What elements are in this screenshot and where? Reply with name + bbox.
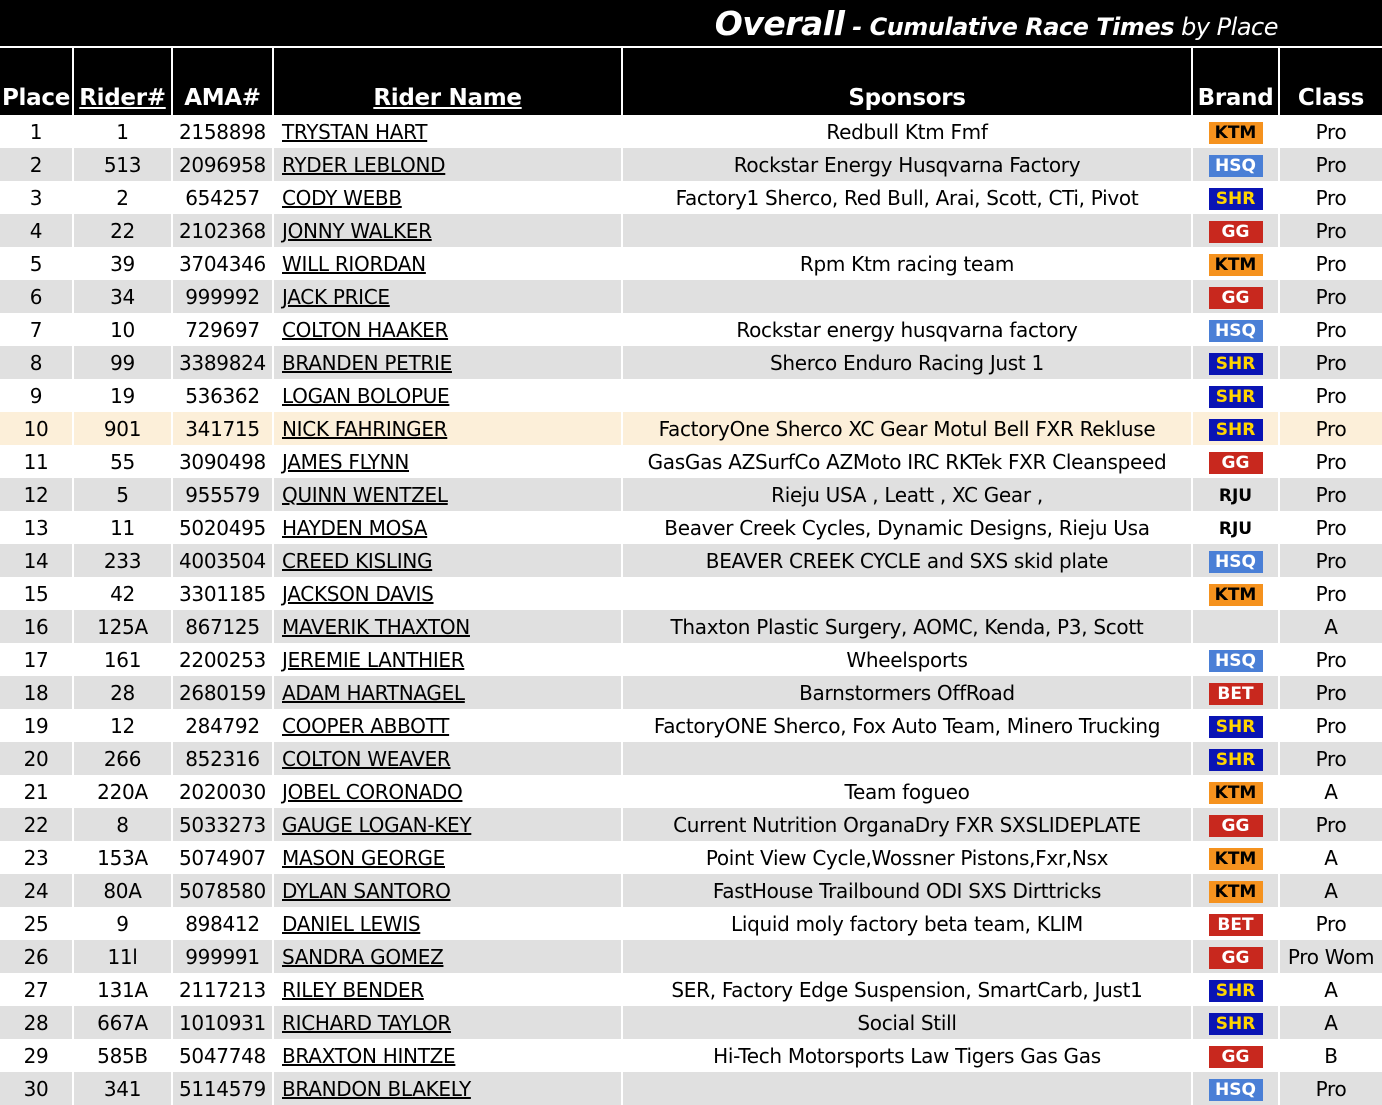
table-row: [0, 544, 1382, 577]
place-cell: 28: [0, 1006, 74, 1039]
rider-name-link[interactable]: JEREMIE LANTHIER: [274, 643, 623, 676]
sponsors-cell: FastHouse Trailbound ODI SXS Dirttricks: [623, 874, 1193, 907]
rider-number-cell: 220A: [74, 775, 173, 808]
table-body: [0, 115, 1382, 1105]
brand-cell: [1193, 346, 1280, 379]
place-cell: 12: [0, 478, 74, 511]
table-row: [0, 709, 1382, 742]
brand-cell: [1193, 478, 1280, 511]
brand-cell: [1193, 610, 1280, 643]
brand-badge: BET: [1209, 914, 1263, 936]
sponsors-cell: GasGas AZSurfCo AZMoto IRC RKTek FXR Cleanspeed: [623, 445, 1193, 478]
ama-number-cell: 3389824: [173, 346, 274, 379]
brand-cell: [1193, 148, 1280, 181]
brand-cell: [1193, 1006, 1280, 1039]
rider-name-link[interactable]: SANDRA GOMEZ: [274, 940, 623, 973]
rider-name-link[interactable]: JONNY WALKER: [274, 214, 623, 247]
brand-badge: BET: [1209, 683, 1263, 705]
class-cell: Pro: [1280, 280, 1382, 313]
class-cell: Pro: [1280, 412, 1382, 445]
rider-number-cell: 341: [74, 1072, 173, 1105]
brand-badge: RJU: [1218, 518, 1253, 539]
class-cell: B: [1280, 1039, 1382, 1072]
place-cell: 27: [0, 973, 74, 1006]
brand-cell: [1193, 808, 1280, 841]
rider-number-cell: 9: [74, 907, 173, 940]
class-cell: Pro: [1280, 379, 1382, 412]
brand-cell: [1193, 544, 1280, 577]
place-cell: 19: [0, 709, 74, 742]
rider-number-cell: 10: [74, 313, 173, 346]
table-header-row: [0, 48, 1382, 115]
sponsors-cell: Barnstormers OffRoad: [623, 676, 1193, 709]
rider-number-cell: 233: [74, 544, 173, 577]
class-cell: Pro: [1280, 709, 1382, 742]
brand-cell: [1193, 577, 1280, 610]
rider-number-cell: 131A: [74, 973, 173, 1006]
sponsors-cell: BEAVER CREEK CYCLE and SXS skid plate: [623, 544, 1193, 577]
rider-name-link[interactable]: JACKSON DAVIS: [274, 577, 623, 610]
class-cell: Pro: [1280, 445, 1382, 478]
table-row: [0, 214, 1382, 247]
sponsors-cell: Liquid moly factory beta team, KLIM: [623, 907, 1193, 940]
rider-number-cell: 153A: [74, 841, 173, 874]
rider-number-cell: 5: [74, 478, 173, 511]
class-cell: A: [1280, 973, 1382, 1006]
sponsors-cell: Hi-Tech Motorsports Law Tigers Gas Gas: [623, 1039, 1193, 1072]
rider-name-link[interactable]: JOBEL CORONADO: [274, 775, 623, 808]
sponsors-cell: FactoryONE Sherco, Fox Auto Team, Minero Trucking: [623, 709, 1193, 742]
col-header-class: Class: [1280, 48, 1382, 115]
place-cell: 17: [0, 643, 74, 676]
rider-number-cell: 39: [74, 247, 173, 280]
class-cell: Pro: [1280, 544, 1382, 577]
brand-cell: [1193, 643, 1280, 676]
place-cell: 9: [0, 379, 74, 412]
rider-name-link[interactable]: RYDER LEBLOND: [274, 148, 623, 181]
brand-badge: SHR: [1209, 749, 1263, 771]
brand-badge: GG: [1209, 287, 1263, 309]
sponsors-cell: [623, 280, 1193, 313]
rider-name-link[interactable]: CREED KISLING: [274, 544, 623, 577]
rider-number-cell: 28: [74, 676, 173, 709]
brand-badge: KTM: [1209, 848, 1263, 870]
ama-number-cell: 3090498: [173, 445, 274, 478]
class-cell: Pro: [1280, 181, 1382, 214]
class-cell: Pro: [1280, 346, 1382, 379]
brand-badge: GG: [1209, 452, 1263, 474]
ama-number-cell: 999992: [173, 280, 274, 313]
rider-name-link[interactable]: MAVERIK THAXTON: [274, 610, 623, 643]
brand-badge: SHR: [1209, 419, 1263, 441]
brand-badge: HSQ: [1209, 320, 1263, 342]
sponsors-cell: Rockstar Energy Husqvarna Factory: [623, 148, 1193, 181]
brand-badge: SHR: [1209, 980, 1263, 1002]
col-header-brand: Brand: [1193, 48, 1280, 115]
ama-number-cell: 2096958: [173, 148, 274, 181]
sponsors-cell: Social Still: [623, 1006, 1193, 1039]
rider-number-cell: 55: [74, 445, 173, 478]
table-row: [0, 973, 1382, 1006]
rider-number-cell: 2: [74, 181, 173, 214]
ama-number-cell: 5047748: [173, 1039, 274, 1072]
brand-cell: [1193, 412, 1280, 445]
place-cell: 16: [0, 610, 74, 643]
ama-number-cell: 3704346: [173, 247, 274, 280]
brand-badge: KTM: [1209, 881, 1263, 903]
table-row: [0, 577, 1382, 610]
class-cell: Pro: [1280, 907, 1382, 940]
ama-number-cell: 536362: [173, 379, 274, 412]
class-cell: A: [1280, 610, 1382, 643]
rider-name-link[interactable]: HAYDEN MOSA: [274, 511, 623, 544]
brand-cell: [1193, 511, 1280, 544]
title-main: Overall: [714, 4, 845, 43]
ama-number-cell: 284792: [173, 709, 274, 742]
brand-badge: SHR: [1209, 353, 1263, 375]
sponsors-cell: Rieju USA , Leatt , XC Gear ,: [623, 478, 1193, 511]
ama-number-cell: 5114579: [173, 1072, 274, 1105]
brand-badge: HSQ: [1209, 551, 1263, 573]
sponsors-cell: [623, 379, 1193, 412]
place-cell: 8: [0, 346, 74, 379]
brand-cell: [1193, 181, 1280, 214]
place-cell: 30: [0, 1072, 74, 1105]
brand-cell: [1193, 874, 1280, 907]
rider-name-link[interactable]: COLTON WEAVER: [274, 742, 623, 775]
brand-cell: [1193, 379, 1280, 412]
rider-number-cell: 11: [74, 511, 173, 544]
rider-number-cell: 19: [74, 379, 173, 412]
col-header-ama: AMA#: [173, 48, 274, 115]
ama-number-cell: 654257: [173, 181, 274, 214]
rider-number-cell: 22: [74, 214, 173, 247]
place-cell: 5: [0, 247, 74, 280]
sponsors-cell: Team fogueo: [623, 775, 1193, 808]
brand-badge: KTM: [1209, 782, 1263, 804]
ama-number-cell: 5078580: [173, 874, 274, 907]
brand-badge: RJU: [1218, 485, 1253, 506]
rider-name-link[interactable]: DANIEL LEWIS: [274, 907, 623, 940]
ama-number-cell: 2200253: [173, 643, 274, 676]
class-cell: Pro: [1280, 247, 1382, 280]
title-by: by Place: [1173, 13, 1278, 41]
sponsors-cell: FactoryOne Sherco XC Gear Motul Bell FXR Rekluse: [623, 412, 1193, 445]
place-cell: 23: [0, 841, 74, 874]
rider-name-link[interactable]: CODY WEBB: [274, 181, 623, 214]
table-row: [0, 742, 1382, 775]
brand-cell: [1193, 676, 1280, 709]
place-cell: 14: [0, 544, 74, 577]
rider-name-link[interactable]: QUINN WENTZEL: [274, 478, 623, 511]
brand-cell: [1193, 841, 1280, 874]
table-row: [0, 1072, 1382, 1105]
rider-name-link[interactable]: RILEY BENDER: [274, 973, 623, 1006]
ama-number-cell: 2158898: [173, 115, 274, 148]
ama-number-cell: 3301185: [173, 577, 274, 610]
table-row: [0, 874, 1382, 907]
table-row: [0, 676, 1382, 709]
class-cell: Pro: [1280, 478, 1382, 511]
sponsors-cell: Redbull Ktm Fmf: [623, 115, 1193, 148]
ama-number-cell: 2102368: [173, 214, 274, 247]
brand-cell: [1193, 973, 1280, 1006]
table-row: [0, 610, 1382, 643]
rider-number-cell: 1: [74, 115, 173, 148]
rider-number-cell: 34: [74, 280, 173, 313]
brand-badge: KTM: [1209, 122, 1263, 144]
table-row: [0, 445, 1382, 478]
sponsors-cell: [623, 742, 1193, 775]
brand-cell: [1193, 907, 1280, 940]
rider-name-link[interactable]: TRYSTAN HART: [274, 115, 623, 148]
col-header-sponsors: Sponsors: [623, 48, 1193, 115]
brand-cell: [1193, 313, 1280, 346]
rider-name-link[interactable]: NICK FAHRINGER: [274, 412, 623, 445]
ama-number-cell: 5020495: [173, 511, 274, 544]
table-row: [0, 808, 1382, 841]
brand-cell: [1193, 214, 1280, 247]
place-cell: 6: [0, 280, 74, 313]
brand-badge: KTM: [1209, 584, 1263, 606]
brand-badge: GG: [1209, 947, 1263, 969]
sponsors-cell: [623, 577, 1193, 610]
rider-name-link[interactable]: ADAM HARTNAGEL: [274, 676, 623, 709]
rider-name-link[interactable]: RICHARD TAYLOR: [274, 1006, 623, 1039]
sponsors-cell: Beaver Creek Cycles, Dynamic Designs, Rieju Usa: [623, 511, 1193, 544]
place-cell: 2: [0, 148, 74, 181]
rider-name-link[interactable]: LOGAN BOLOPUE: [274, 379, 623, 412]
brand-cell: [1193, 709, 1280, 742]
class-cell: A: [1280, 874, 1382, 907]
rider-number-cell: 266: [74, 742, 173, 775]
class-cell: Pro: [1280, 577, 1382, 610]
place-cell: 26: [0, 940, 74, 973]
place-cell: 1: [0, 115, 74, 148]
table-row: [0, 841, 1382, 874]
table-row: [0, 907, 1382, 940]
rider-name-link[interactable]: DYLAN SANTORO: [274, 874, 623, 907]
ama-number-cell: 2680159: [173, 676, 274, 709]
table-row: [0, 313, 1382, 346]
rider-name-link[interactable]: JAMES FLYNN: [274, 445, 623, 478]
title-subtitle: - Cumulative Race Times: [844, 13, 1174, 41]
sponsors-cell: [623, 1072, 1193, 1105]
rider-number-cell: 901: [74, 412, 173, 445]
rider-number-cell: 8: [74, 808, 173, 841]
rider-number-cell: 161: [74, 643, 173, 676]
rider-number-cell: 99: [74, 346, 173, 379]
sponsors-cell: [623, 214, 1193, 247]
place-cell: 10: [0, 412, 74, 445]
brand-badge: HSQ: [1209, 155, 1263, 177]
place-cell: 4: [0, 214, 74, 247]
table-row: [0, 247, 1382, 280]
rider-name-link[interactable]: GAUGE LOGAN-KEY: [274, 808, 623, 841]
place-cell: 3: [0, 181, 74, 214]
rider-name-link[interactable]: WILL RIORDAN: [274, 247, 623, 280]
ama-number-cell: 1010931: [173, 1006, 274, 1039]
ama-number-cell: 955579: [173, 478, 274, 511]
rider-number-cell: 12: [74, 709, 173, 742]
ama-number-cell: 2117213: [173, 973, 274, 1006]
rider-name-link[interactable]: COOPER ABBOTT: [274, 709, 623, 742]
rider-name-link[interactable]: BRANDON BLAKELY: [274, 1072, 623, 1105]
ama-number-cell: 999991: [173, 940, 274, 973]
table-row: [0, 379, 1382, 412]
col-header-place: Place: [0, 48, 74, 115]
ama-number-cell: 852316: [173, 742, 274, 775]
place-cell: 20: [0, 742, 74, 775]
table-row: [0, 643, 1382, 676]
page-title: [0, 0, 1382, 46]
table-row: [0, 181, 1382, 214]
brand-badge: SHR: [1209, 1013, 1263, 1035]
col-header-rider-number[interactable]: Rider#: [74, 48, 173, 115]
class-cell: Pro: [1280, 676, 1382, 709]
class-cell: Pro: [1280, 148, 1382, 181]
brand-cell: [1193, 247, 1280, 280]
rider-number-cell: 42: [74, 577, 173, 610]
class-cell: Pro: [1280, 643, 1382, 676]
class-cell: Pro: [1280, 115, 1382, 148]
class-cell: Pro: [1280, 511, 1382, 544]
sponsors-cell: Wheelsports: [623, 643, 1193, 676]
rider-name-link[interactable]: COLTON HAAKER: [274, 313, 623, 346]
table-row: [0, 1006, 1382, 1039]
brand-cell: [1193, 940, 1280, 973]
table-row: [0, 148, 1382, 181]
class-cell: Pro: [1280, 313, 1382, 346]
rider-number-cell: 585B: [74, 1039, 173, 1072]
sponsors-cell: Thaxton Plastic Surgery, AOMC, Kenda, P3, Scott: [623, 610, 1193, 643]
rider-name-link[interactable]: MASON GEORGE: [274, 841, 623, 874]
ama-number-cell: 341715: [173, 412, 274, 445]
table-row: [0, 478, 1382, 511]
sponsors-cell: Rockstar energy husqvarna factory: [623, 313, 1193, 346]
class-cell: Pro: [1280, 214, 1382, 247]
class-cell: Pro Wom: [1280, 940, 1382, 973]
brand-badge: SHR: [1209, 716, 1263, 738]
place-cell: 11: [0, 445, 74, 478]
brand-cell: [1193, 280, 1280, 313]
ama-number-cell: 5074907: [173, 841, 274, 874]
results-table: [0, 48, 1382, 1105]
sponsors-cell: [623, 940, 1193, 973]
class-cell: A: [1280, 841, 1382, 874]
class-cell: A: [1280, 775, 1382, 808]
rider-name-link[interactable]: BRANDEN PETRIE: [274, 346, 623, 379]
class-cell: Pro: [1280, 808, 1382, 841]
sponsors-cell: SER, Factory Edge Suspension, SmartCarb, Just1: [623, 973, 1193, 1006]
brand-badge: HSQ: [1209, 650, 1263, 672]
ama-number-cell: 729697: [173, 313, 274, 346]
table-row: [0, 115, 1382, 148]
sponsors-cell: Factory1 Sherco, Red Bull, Arai, Scott, CTi, Pivot: [623, 181, 1193, 214]
sponsors-cell: Sherco Enduro Racing Just 1: [623, 346, 1193, 379]
ama-number-cell: 2020030: [173, 775, 274, 808]
brand-cell: [1193, 115, 1280, 148]
sponsors-cell: Current Nutrition OrganaDry FXR SXSLIDEPLATE: [623, 808, 1193, 841]
brand-badge: SHR: [1209, 188, 1263, 210]
place-cell: 7: [0, 313, 74, 346]
place-cell: 29: [0, 1039, 74, 1072]
table-row: [0, 511, 1382, 544]
ama-number-cell: 898412: [173, 907, 274, 940]
col-header-rider-name[interactable]: Rider Name: [274, 48, 623, 115]
class-cell: Pro: [1280, 1072, 1382, 1105]
place-cell: 18: [0, 676, 74, 709]
brand-cell: [1193, 742, 1280, 775]
place-cell: 13: [0, 511, 74, 544]
brand-badge: KTM: [1209, 254, 1263, 276]
table-row: [0, 346, 1382, 379]
class-cell: A: [1280, 1006, 1382, 1039]
rider-number-cell: 11l: [74, 940, 173, 973]
place-cell: 21: [0, 775, 74, 808]
brand-badge: GG: [1209, 221, 1263, 243]
place-cell: 15: [0, 577, 74, 610]
ama-number-cell: 5033273: [173, 808, 274, 841]
brand-cell: [1193, 445, 1280, 478]
sponsors-cell: Point View Cycle,Wossner Pistons,Fxr,Nsx: [623, 841, 1193, 874]
rider-name-link[interactable]: BRAXTON HINTZE: [274, 1039, 623, 1072]
table-row: [0, 775, 1382, 808]
brand-cell: [1193, 1072, 1280, 1105]
brand-badge: GG: [1209, 815, 1263, 837]
rider-name-link[interactable]: JACK PRICE: [274, 280, 623, 313]
sponsors-cell: Rpm Ktm racing team: [623, 247, 1193, 280]
table-row: [0, 280, 1382, 313]
rider-number-cell: 125A: [74, 610, 173, 643]
ama-number-cell: 867125: [173, 610, 274, 643]
table-row: [0, 412, 1382, 445]
table-row: [0, 940, 1382, 973]
brand-cell: [1193, 1039, 1280, 1072]
brand-badge: GG: [1209, 1046, 1263, 1068]
place-cell: 25: [0, 907, 74, 940]
ama-number-cell: 4003504: [173, 544, 274, 577]
place-cell: 22: [0, 808, 74, 841]
rider-number-cell: 667A: [74, 1006, 173, 1039]
place-cell: 24: [0, 874, 74, 907]
brand-badge: SHR: [1209, 386, 1263, 408]
rider-number-cell: 513: [74, 148, 173, 181]
brand-cell: [1193, 775, 1280, 808]
rider-number-cell: 80A: [74, 874, 173, 907]
brand-badge: HSQ: [1209, 1079, 1263, 1101]
table-row: [0, 1039, 1382, 1072]
class-cell: Pro: [1280, 742, 1382, 775]
